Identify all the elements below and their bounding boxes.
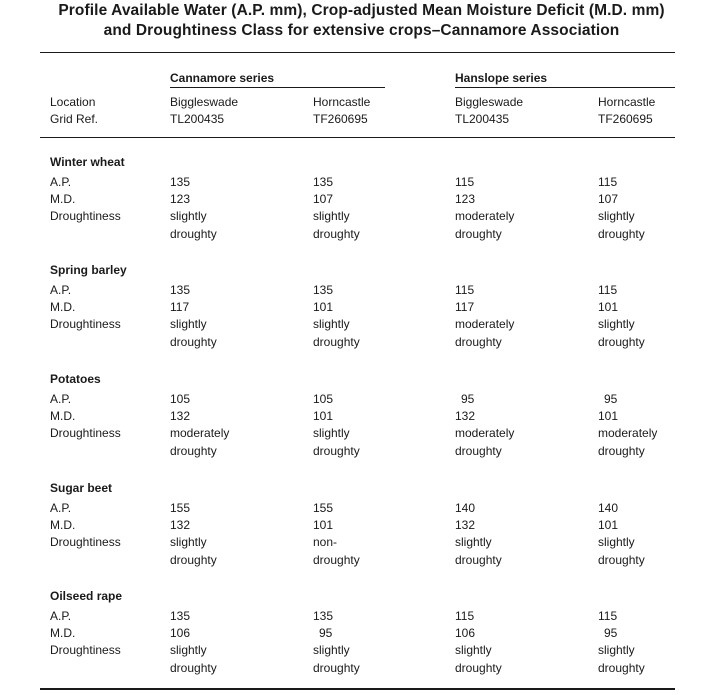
column-grid-ref: TL200435 [455, 112, 510, 126]
column-location: Horncastle [598, 95, 656, 109]
md-value: 117 [170, 300, 190, 314]
column-grid-ref: TF260695 [598, 112, 653, 126]
droughtiness-label: Droughtiness [50, 209, 121, 223]
droughtiness-class: droughty [598, 227, 645, 241]
droughtiness-class: droughty [313, 553, 360, 567]
ap-label: A.P. [50, 392, 72, 406]
droughtiness-class: moderately [170, 426, 230, 440]
ap-value: 105 [170, 392, 191, 406]
column-location: Horncastle [313, 95, 371, 109]
ap-value: 95 [604, 392, 618, 406]
droughtiness-label: Droughtiness [50, 535, 121, 549]
droughtiness-class: droughty [598, 335, 645, 349]
ap-label: A.P. [50, 283, 72, 297]
ap-value: 115 [598, 283, 618, 297]
ap-value: 95 [461, 392, 475, 406]
md-value: 95 [604, 626, 618, 640]
md-value: 123 [170, 192, 191, 206]
droughtiness-class: droughty [598, 444, 645, 458]
droughtiness-class: droughty [455, 227, 502, 241]
droughtiness-class: slightly [455, 643, 492, 657]
droughtiness-class: moderately [455, 426, 515, 440]
gridref-label: Grid Ref. [50, 112, 99, 126]
ap-label: A.P. [50, 175, 72, 189]
ap-value: 115 [455, 283, 475, 297]
droughtiness-class: slightly [170, 535, 207, 549]
location-label: Location [50, 95, 96, 109]
md-value: 107 [598, 192, 619, 206]
md-label: M.D. [50, 300, 76, 314]
crop-name: Sugar beet [50, 481, 113, 495]
ap-label: A.P. [50, 501, 72, 515]
droughtiness-class: slightly [313, 426, 350, 440]
droughtiness-class: droughty [455, 444, 502, 458]
md-value: 95 [319, 626, 333, 640]
droughtiness-label: Droughtiness [50, 426, 121, 440]
droughtiness-class: moderately [598, 426, 658, 440]
hanslope-underline [455, 87, 675, 88]
md-value: 101 [598, 300, 619, 314]
droughtiness-class: slightly [598, 535, 635, 549]
droughtiness-class: droughty [313, 335, 360, 349]
md-value: 132 [455, 409, 476, 423]
md-value: 101 [313, 300, 334, 314]
ap-value: 155 [170, 501, 191, 515]
md-value: 123 [455, 192, 476, 206]
top-rule [40, 52, 675, 53]
droughtiness-class: droughty [455, 661, 502, 675]
droughtiness-class: droughty [598, 661, 645, 675]
droughtiness-class: droughty [170, 335, 217, 349]
crop-name: Winter wheat [50, 155, 125, 169]
md-value: 101 [598, 409, 619, 423]
droughtiness-class: droughty [598, 553, 645, 567]
droughtiness-class: droughty [313, 227, 360, 241]
md-value: 107 [313, 192, 334, 206]
crop-name: Potatoes [50, 372, 101, 386]
page-title-line-2: and Droughtiness Class for extensive crops–Cannamore Association [103, 22, 620, 39]
column-grid-ref: TF260695 [313, 112, 368, 126]
ap-value: 115 [455, 609, 475, 623]
md-label: M.D. [50, 192, 76, 206]
header-rule [40, 137, 675, 138]
ap-value: 135 [170, 283, 191, 297]
droughtiness-class: non- [313, 535, 338, 549]
droughtiness-class: slightly [170, 209, 207, 223]
md-value: 101 [598, 518, 619, 532]
ap-value: 135 [170, 609, 191, 623]
droughtiness-label: Droughtiness [50, 643, 121, 657]
droughtiness-class: droughty [313, 444, 360, 458]
droughtiness-class: slightly [598, 209, 635, 223]
droughtiness-class: slightly [170, 643, 207, 657]
droughtiness-class: slightly [455, 535, 492, 549]
droughtiness-class: slightly [598, 317, 635, 331]
ap-value: 135 [313, 609, 334, 623]
ap-value: 135 [313, 175, 334, 189]
droughtiness-class: slightly [313, 209, 350, 223]
droughtiness-class: droughty [170, 227, 217, 241]
md-value: 101 [313, 409, 334, 423]
droughtiness-class: slightly [313, 643, 350, 657]
md-value: 132 [455, 518, 476, 532]
cannamore-underline [170, 87, 385, 88]
md-value: 117 [455, 300, 475, 314]
column-location: Biggleswade [455, 95, 524, 109]
md-value: 132 [170, 409, 191, 423]
ap-value: 115 [455, 175, 475, 189]
ap-label: A.P. [50, 609, 72, 623]
md-value: 106 [455, 626, 476, 640]
md-label: M.D. [50, 626, 76, 640]
ap-value: 140 [598, 501, 619, 515]
droughtiness-class: droughty [455, 335, 502, 349]
droughtiness-label: Droughtiness [50, 317, 121, 331]
droughtiness-class: droughty [170, 661, 217, 675]
md-label: M.D. [50, 409, 76, 423]
droughtiness-class: slightly [170, 317, 207, 331]
md-value: 132 [170, 518, 191, 532]
droughtiness-class: droughty [313, 661, 360, 675]
droughtiness-class: slightly [598, 643, 635, 657]
ap-value: 140 [455, 501, 476, 515]
crop-name: Oilseed rape [50, 589, 123, 603]
droughtiness-class: droughty [455, 553, 502, 567]
md-label: M.D. [50, 518, 76, 532]
ap-value: 155 [313, 501, 334, 515]
ap-value: 115 [598, 175, 618, 189]
md-value: 106 [170, 626, 191, 640]
bottom-rule [40, 688, 675, 690]
page-title-line-1: Profile Available Water (A.P. mm), Crop-adjusted Mean Moisture Deficit (M.D. mm) [58, 2, 665, 19]
series-header-cannamore: Cannamore series [170, 71, 275, 85]
column-grid-ref: TL200435 [170, 112, 225, 126]
droughtiness-class: slightly [313, 317, 350, 331]
ap-value: 115 [598, 609, 618, 623]
column-location: Biggleswade [170, 95, 239, 109]
crop-name: Spring barley [50, 263, 127, 277]
droughtiness-class: moderately [455, 209, 515, 223]
ap-value: 135 [313, 283, 334, 297]
series-header-hanslope: Hanslope series [455, 71, 548, 85]
droughtiness-class: droughty [170, 444, 217, 458]
droughtiness-class: moderately [455, 317, 515, 331]
droughtiness-class: droughty [170, 553, 217, 567]
ap-value: 135 [170, 175, 191, 189]
ap-value: 105 [313, 392, 334, 406]
md-value: 101 [313, 518, 334, 532]
